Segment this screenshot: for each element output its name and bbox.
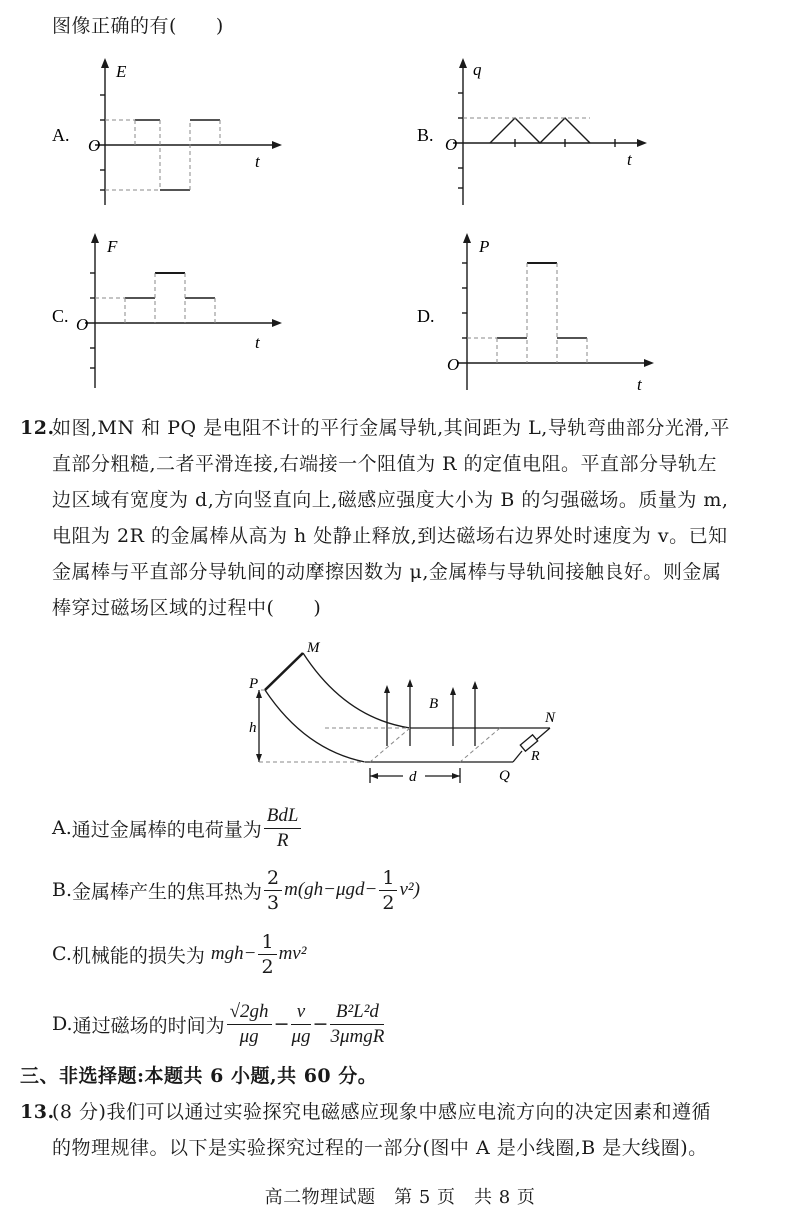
q11-option-a	[50, 55, 310, 219]
q12-line-2: 直部分粗糙,二者平滑连接,右端接一个阻值为 R 的定值电阻。平直部分导轨左	[52, 453, 717, 475]
q11-a-origin: O	[88, 136, 101, 155]
q12-c-frac-den: 2	[261, 955, 274, 978]
q11-c-origin: O	[76, 315, 89, 334]
q12-d-frac1-den: μg	[239, 1025, 259, 1047]
q12-b-frac2	[379, 866, 397, 915]
q12-line-5: 金属棒与平直部分导轨间的动摩擦因数为 μ,金属棒与导轨间接触良好。则金属	[52, 561, 722, 583]
q12-a-den: R	[276, 829, 289, 851]
q11-stem-tail: 图像正确的有( )	[52, 15, 224, 37]
q12-line-4: 电阻为 2R 的金属棒从高为 h 处静止释放,到达磁场右边界处时速度为 v。已知	[52, 525, 728, 547]
q12-d-frac3-num: B²L²d	[330, 1000, 384, 1025]
q12-a-label: A.	[52, 817, 72, 839]
q12-a-num: BdL	[264, 804, 302, 829]
label-q: Q	[499, 768, 510, 784]
q12-b-frac1	[264, 866, 282, 915]
q12-b-tail: v²)	[399, 879, 420, 900]
q11-d-y-label: P	[479, 237, 490, 256]
q11-option-d	[415, 230, 675, 399]
q11-option-b	[415, 55, 675, 219]
q12-figure	[245, 638, 565, 792]
q12-c-label: C.	[52, 943, 72, 965]
q11-a-y-label: E	[116, 62, 127, 81]
q12-b-frac1-num: 2	[264, 866, 282, 891]
q13-line-1: (8 分)我们可以通过实验探究电磁感应现象中感应电流方向的决定因素和遵循	[52, 1101, 711, 1123]
q11-b-label: B.	[417, 125, 434, 145]
section-3-title: 三、非选择题:本题共 6 小题,共 60 分。	[20, 1065, 378, 1087]
q12-c-text: 机械能的损失为	[71, 944, 205, 967]
q12-b-mid: m(gh−μgd−	[284, 879, 378, 900]
q12-option-c	[52, 928, 306, 980]
q12-b-text: 金属棒产生的焦耳热为	[72, 880, 263, 903]
q12-d-frac2-num: v	[291, 1000, 310, 1025]
q12-d-frac3-den: 3μmgR	[330, 1025, 385, 1047]
q11-c-y-label: F	[107, 237, 118, 256]
q11-b-x-label: t	[627, 150, 632, 169]
label-r: R	[531, 749, 540, 764]
label-d: d	[409, 769, 417, 785]
q12-b-label: B.	[52, 879, 73, 901]
q12-b-frac2-den: 2	[382, 891, 395, 914]
q12-option-d	[52, 996, 386, 1052]
q11-graph-a	[50, 55, 310, 215]
q12-d-frac1-num: √2gh	[227, 1000, 272, 1025]
q12-c-frac-num: 1	[258, 930, 276, 955]
label-m: M	[307, 640, 320, 656]
q12-d-minus-1: −	[273, 1013, 290, 1035]
q12-a-fraction	[264, 804, 302, 853]
q13-line-2: 的物理规律。以下是实验探究过程的一部分(图中 A 是小线圈,B 是大线圈)。	[52, 1137, 708, 1159]
label-p: P	[249, 676, 259, 692]
q12-c-expr1: mgh−	[210, 943, 257, 964]
q12-d-frac2	[291, 1000, 310, 1049]
q11-c-x-label: t	[255, 333, 260, 352]
q12-option-a	[52, 802, 303, 854]
q12-line-3: 边区域有宽度为 d,方向竖直向上,磁感应强度大小为 B 的匀强磁场。质量为 m,	[52, 489, 729, 511]
q12-d-text: 通过磁场的时间为	[72, 1014, 225, 1037]
q11-c-label: C.	[52, 306, 69, 326]
q13-number: 13.	[20, 1101, 55, 1123]
q11-b-y-label: q	[473, 60, 482, 79]
q12-b-frac1-den: 3	[267, 891, 280, 914]
q11-graph-c	[50, 230, 310, 395]
q12-line-1: 如图,MN 和 PQ 是电阻不计的平行金属导轨,其间距为 L,导轨弯曲部分光滑,平	[52, 417, 730, 439]
q12-a-text: 通过金属棒的电荷量为	[71, 818, 262, 841]
rail-diagram	[245, 638, 565, 788]
label-h: h	[249, 720, 257, 736]
q12-d-label: D.	[52, 1013, 73, 1035]
q11-graph-d	[415, 230, 675, 395]
q12-option-b	[52, 864, 420, 916]
q11-b-origin: O	[445, 135, 458, 154]
q11-d-x-label: t	[637, 375, 642, 394]
q11-d-origin: O	[447, 355, 460, 374]
q12-d-minus-2: −	[312, 1013, 329, 1035]
q11-a-x-label: t	[255, 152, 260, 171]
q11-d-label: D.	[417, 306, 435, 326]
q11-graph-b	[415, 55, 675, 215]
q12-c-frac	[258, 930, 276, 979]
page-footer: 高二物理试题 第 5 页 共 8 页	[264, 1187, 536, 1208]
q11-option-c	[50, 230, 310, 399]
q12-d-frac1	[227, 1000, 272, 1049]
q12-c-tail: mv²	[278, 943, 307, 964]
label-n: N	[545, 710, 556, 726]
q12-line-6: 棒穿过磁场区域的过程中( )	[52, 597, 322, 619]
q12-d-frac3	[330, 1000, 384, 1049]
q12-b-frac2-num: 1	[379, 866, 397, 891]
q12-number: 12.	[20, 417, 55, 439]
q11-a-label: A.	[52, 125, 70, 145]
label-b: B	[429, 696, 439, 712]
q12-d-frac2-den: μg	[291, 1025, 311, 1047]
